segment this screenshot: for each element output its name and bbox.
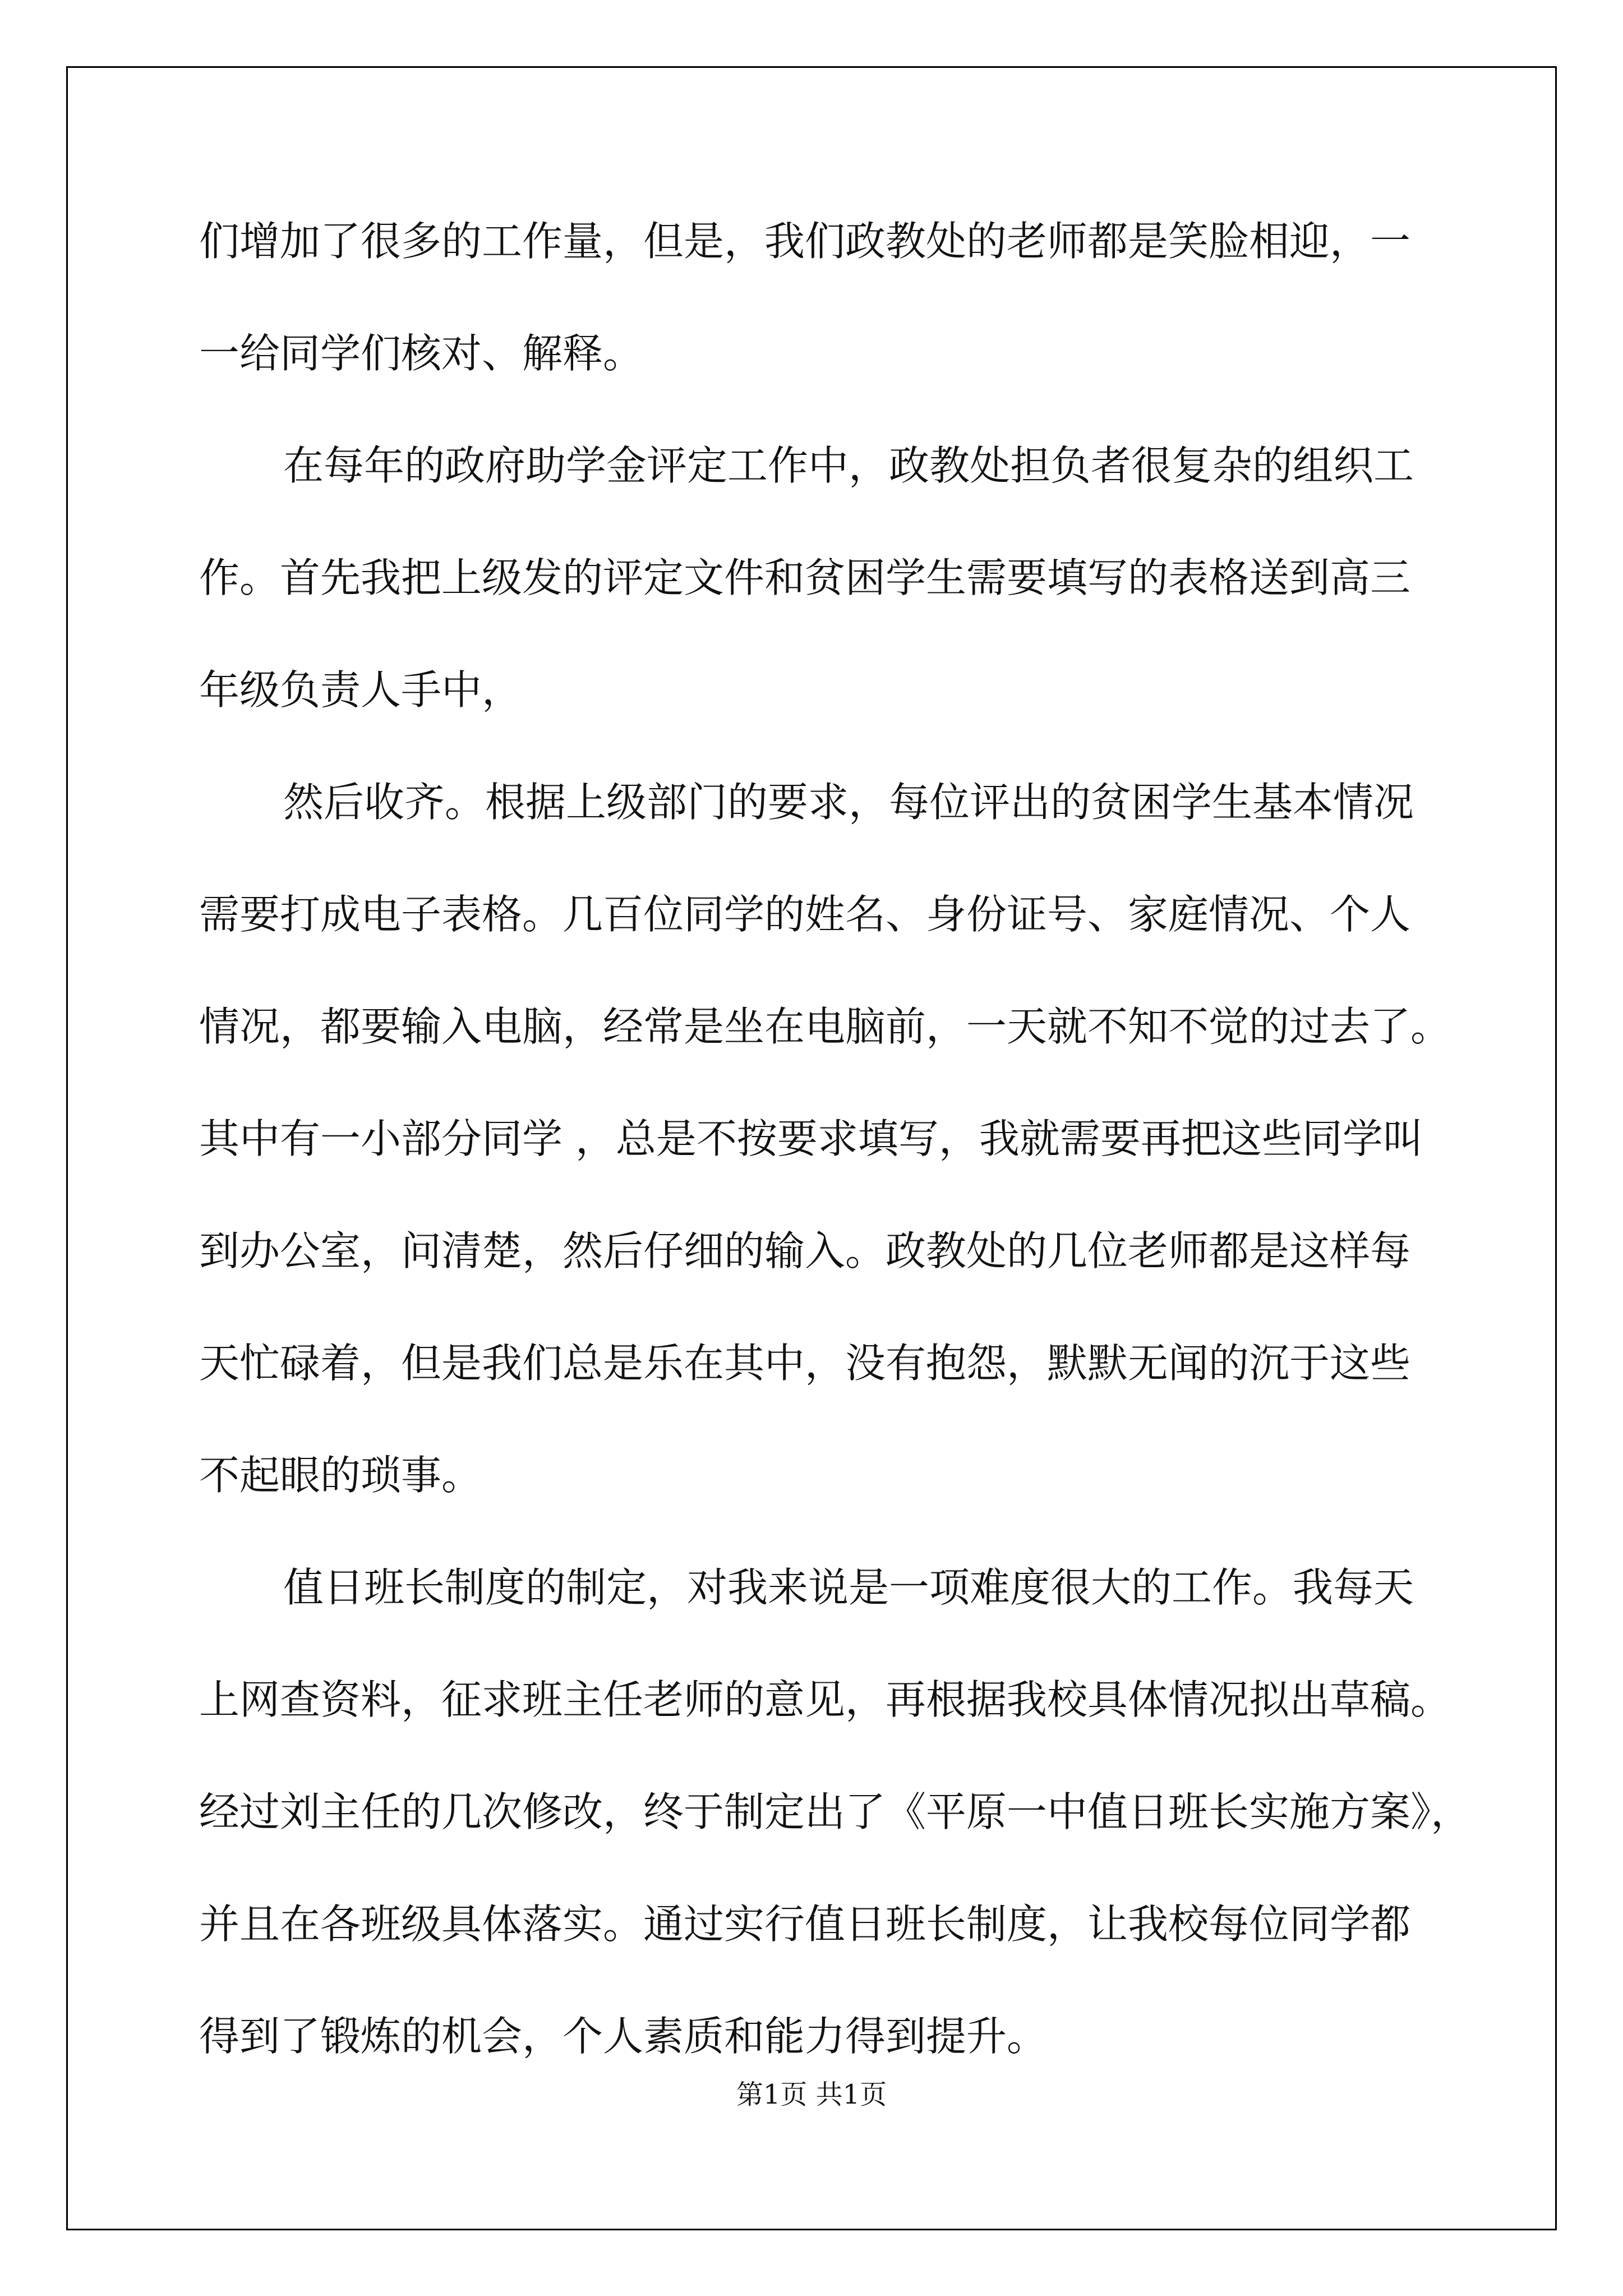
text-line: 到办公室，问清楚，然后仔细的输入。政教处的几位老师都是这样每 <box>199 1227 1411 1274</box>
text-line: 需要打成电子表格。几百位同学的姓名、身份证号、家庭情况、个人 <box>199 891 1411 938</box>
paragraph-start-line: 在每年的政府助学金评定工作中，政教处担负者很复杂的组织工 <box>283 442 1414 489</box>
text-line: 年级负责人手中， <box>199 666 523 714</box>
text-line: 上网查资料，征求班主任老师的意见，再根据我校具体情况拟出草稿。 <box>199 1676 1451 1723</box>
paragraph-start-line: 值日班长制度的制定，对我来说是一项难度很大的工作。我每天 <box>283 1564 1414 1611</box>
paragraph-start-line: 然后收齐。根据上级部门的要求，每位评出的贫困学生基本情况 <box>283 779 1414 826</box>
text-line: 们增加了很多的工作量，但是，我们政教处的老师都是笑脸相迎，一 <box>199 218 1411 265</box>
text-line: 得到了锻炼的机会，个人素质和能力得到提升。 <box>199 2013 1048 2060</box>
text-line: 情况，都要输入电脑，经常是坐在电脑前，一天就不知不觉的过去了。 <box>199 1003 1451 1050</box>
text-line: 不起眼的琐事。 <box>199 1452 482 1499</box>
text-line: 天忙碌着，但是我们总是乐在其中，没有抱怨，默默无闻的沉于这些 <box>199 1340 1411 1387</box>
text-line: 并且在各班级具体落实。通过实行值日班长制度，让我校每位同学都 <box>199 1901 1411 1948</box>
text-line: 其中有一小部分同学 ，总是不按要求填写，我就需要再把这些同学叫 <box>199 1115 1423 1162</box>
text-line: 作。首先我把上级发的评定文件和贫困学生需要填写的表格送到高三 <box>199 554 1411 601</box>
page-footer: 第1页 共1页 <box>736 2079 887 2110</box>
text-line: 经过刘主任的几次修改，终于制定出了《平原一中值日班长实施方案》， <box>199 1788 1472 1835</box>
text-line: 一给同学们核对、解释。 <box>199 330 644 377</box>
